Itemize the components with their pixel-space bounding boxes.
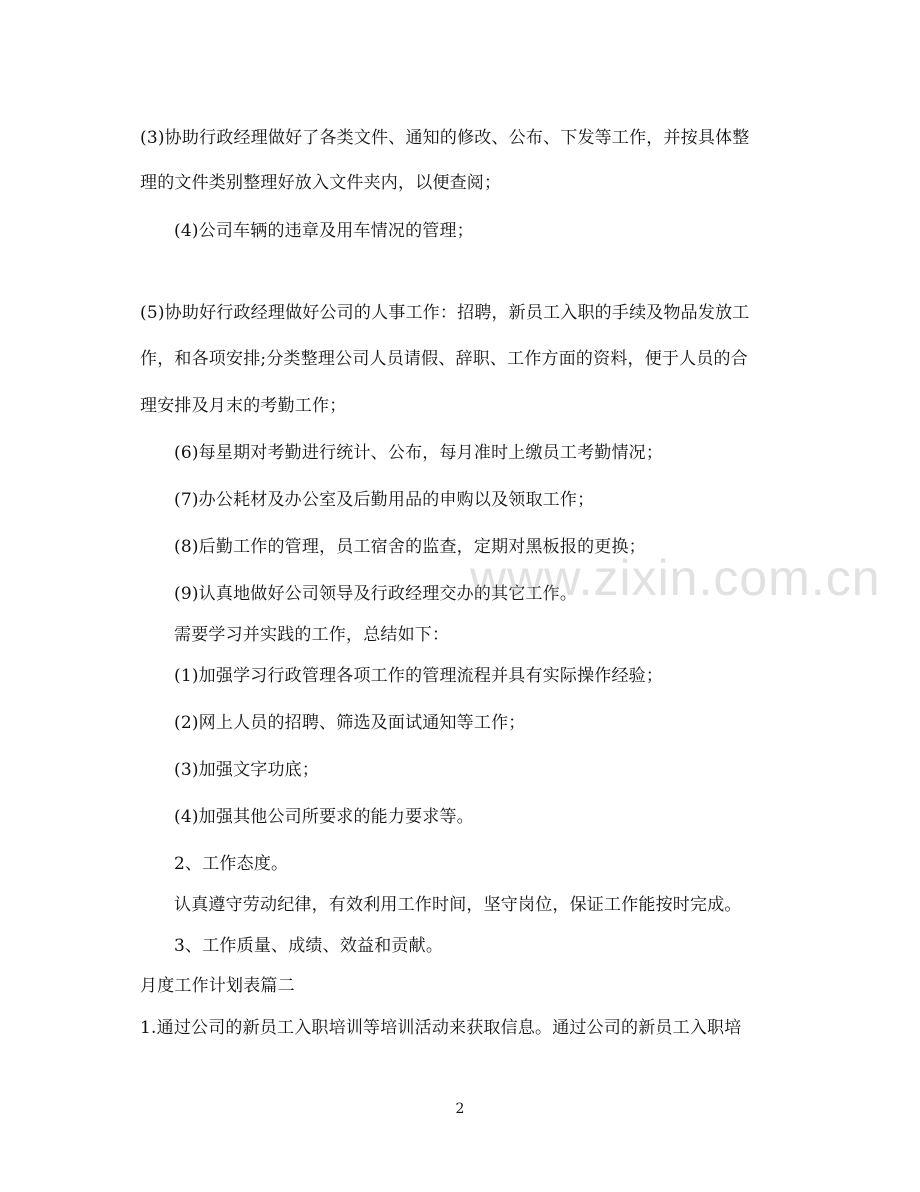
chapter-paragraph-1: 1.通过公司的新员工入职培训等培训活动来获取信息。通过公司的新员工入职培 (140, 1018, 742, 1038)
section-2-text: 认真遵守劳动纪律，有效利用工作时间，坚守岗位，保证工作能按时完成。 (174, 895, 742, 915)
page-number: 2 (455, 1101, 465, 1117)
paragraph-5-line-2: 作，和各项安排;分类整理公司人员请假、辞职、工作方面的资料，便于人员的合 (140, 349, 748, 369)
section-2-heading: 2、工作态度。 (174, 854, 289, 874)
paragraph-3-line-2: 理的文件类别整理好放入文件夹内，以便查阅； (140, 173, 502, 193)
paragraph-3-line-1: (3)协助行政经理做好了各类文件、通知的修改、公布、下发等工作，并按具体整 (140, 128, 750, 148)
watermark: www.zixin.com.cn (470, 550, 881, 606)
learning-item-2: (2)网上人员的招聘、筛选及面试通知等工作； (174, 713, 526, 733)
section-3-heading: 3、工作质量、成绩、效益和贡献。 (174, 936, 444, 956)
item-6: (6)每星期对考勤进行统计、公布，每月准时上缴员工考勤情况； (174, 443, 664, 463)
learning-item-1: (1)加强学习行政管理各项工作的管理流程并具有实际操作经验； (174, 666, 664, 686)
item-9: (9)认真地做好公司领导及行政经理交办的其它工作。 (174, 584, 578, 604)
learning-item-4: (4)加强其他公司所要求的能力要求等。 (174, 807, 474, 827)
chapter-heading: 月度工作计划表篇二 (140, 976, 295, 996)
learning-item-3: (3)加强文字功底； (174, 760, 320, 780)
item-4: (4)公司车辆的违章及用车情况的管理； (174, 221, 474, 241)
item-8: (8)后勤工作的管理，员工宿舍的监查，定期对黑板报的更换； (174, 537, 646, 557)
paragraph-5-line-3: 理安排及月末的考勤工作； (140, 396, 347, 416)
item-7: (7)办公耗材及办公室及后勤用品的申购以及领取工作； (174, 490, 595, 510)
summary-heading: 需要学习并实践的工作，总结如下： (174, 625, 450, 645)
paragraph-5-line-1: (5)协助好行政经理做好公司的人事工作：招聘，新员工入职的手续及物品发放工 (140, 303, 750, 323)
